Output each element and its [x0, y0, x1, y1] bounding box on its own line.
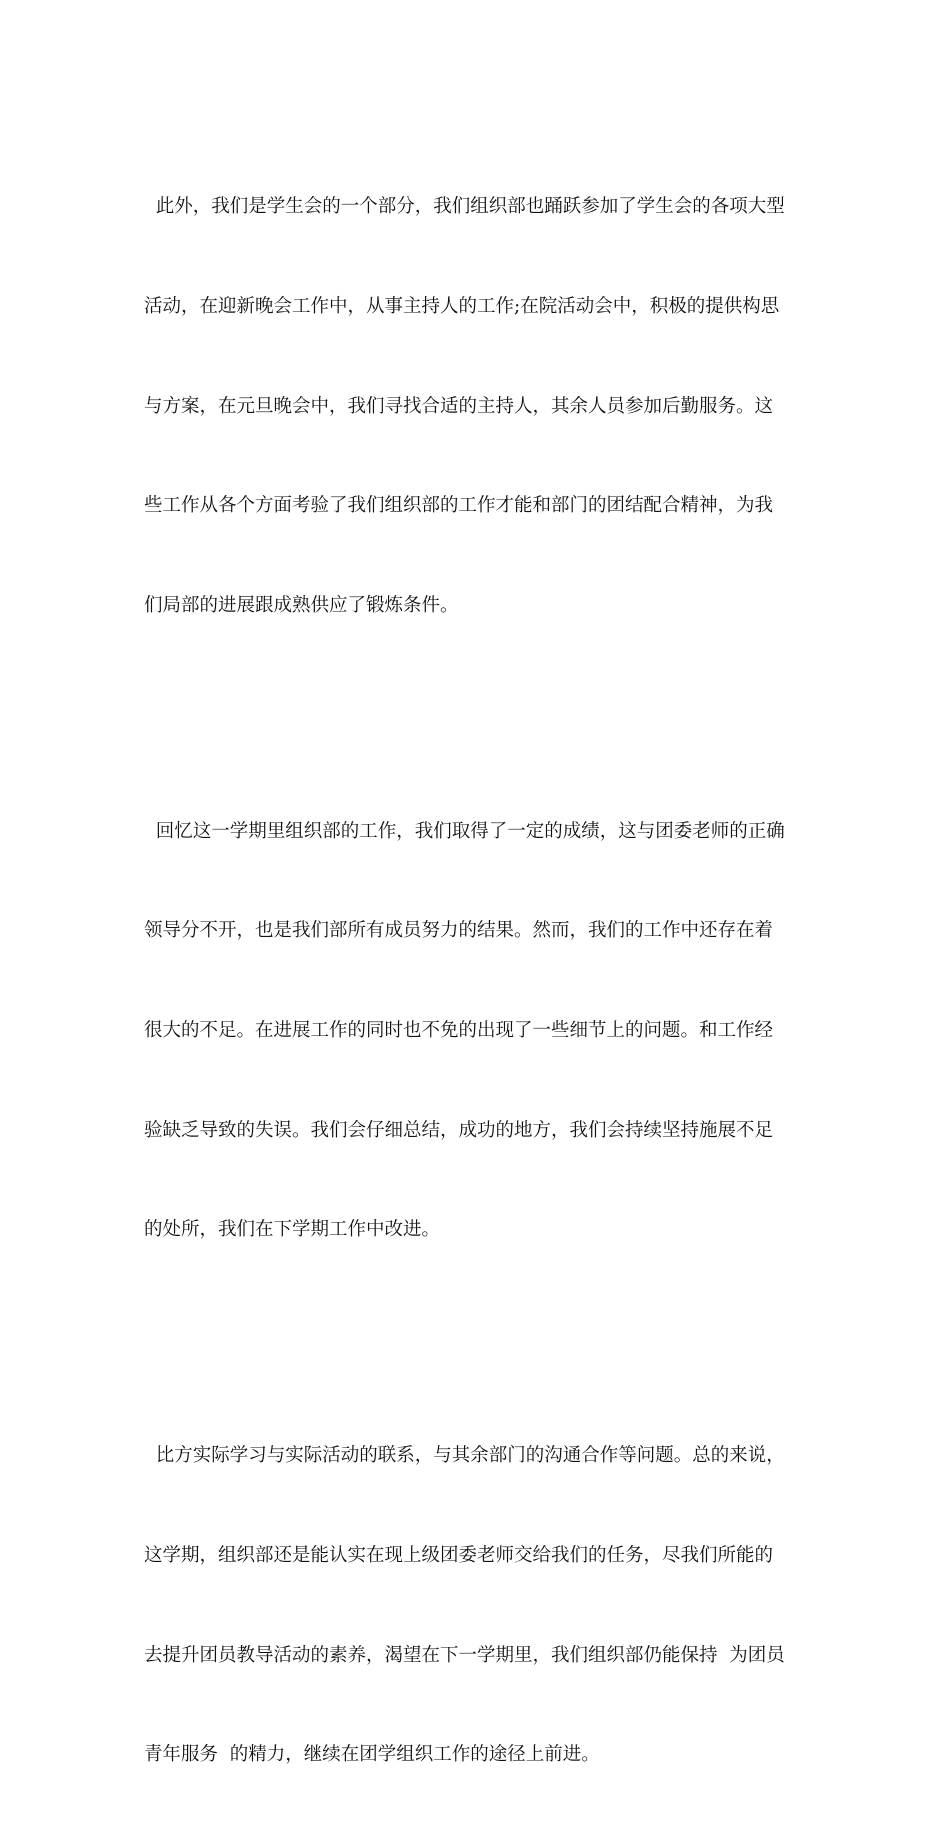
text-line: 活动，在迎新晚会工作中，从事主持人的工作;在院活动会中，积极的提供构思 — [144, 296, 780, 318]
text-line: 的处所，我们在下学期工作中改进。 — [144, 1219, 441, 1241]
paragraph-3 — [144, 1373, 812, 1838]
text-line: 些工作从各个方面考验了我们组织部的工作才能和部门的团结配合精神，为我 — [144, 495, 774, 517]
text-line: 去提升团员教导活动的素养，渴望在下一学期里，我们组织部仍能保持 为团员 — [144, 1644, 785, 1666]
text-line: 领导分不开，也是我们部所有成员努力的结果。然而，我们的工作中还存在着 — [144, 920, 774, 942]
text-line: 青年服务 的精力，继续在团学组织工作的途径上前进。 — [144, 1744, 600, 1766]
text-line: 们局部的进展跟成熟供应了锻炼条件。 — [144, 594, 459, 616]
text-line: 此外，我们是学生会的一个部分，我们组织部也踊跃参加了学生会的各项大型 — [144, 196, 785, 218]
text-line: 这学期，组织部还是能认实在现上级团委老师交给我们的任务，尽我们所能的 — [144, 1544, 774, 1566]
text-line: 比方实际学习与实际活动的联系，与其余部门的沟通合作等问题。总的来说， — [144, 1445, 785, 1467]
text-line: 与方案，在元旦晚会中，我们寻找合适的主持人，其余人员参加后勤服务。这 — [144, 395, 774, 417]
text-line: 回忆这一学期里组织部的工作，我们取得了一定的成绩，这与团委老师的正确 — [144, 820, 785, 842]
text-line: 验缺乏导致的失误。我们会仔细总结，成功的地方，我们会持续坚持施展不足 — [144, 1119, 774, 1141]
paragraph-1 — [144, 124, 812, 688]
text-line: 很大的不足。在进展工作的同时也不免的出现了一些细节上的问题。和工作经 — [144, 1020, 774, 1042]
paragraph-2 — [144, 748, 812, 1312]
document-body — [144, 124, 812, 1838]
